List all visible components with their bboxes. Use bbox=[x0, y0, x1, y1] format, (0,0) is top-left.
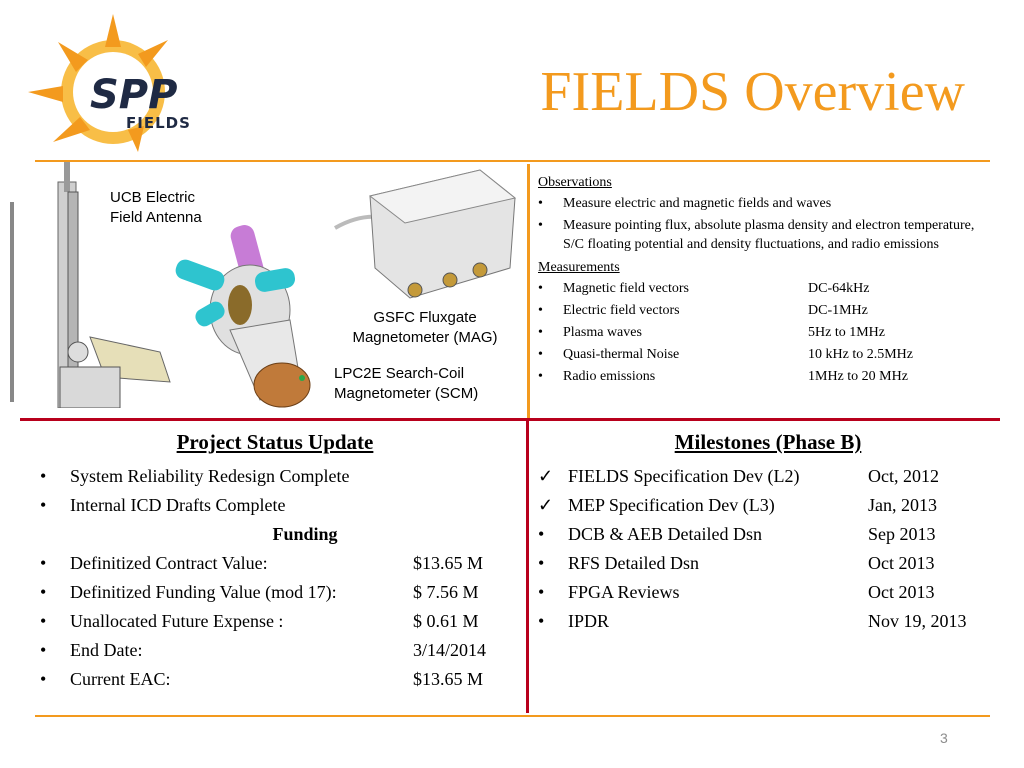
milestone-date: Jan, 2013 bbox=[868, 495, 937, 515]
funding-row: • End Date: 3/14/2014 bbox=[40, 636, 510, 665]
observations-panel bbox=[538, 173, 988, 390]
red-horizontal-divider bbox=[20, 418, 1000, 421]
top-vertical-divider bbox=[527, 164, 530, 419]
measurement-name: • Electric field vectors bbox=[563, 303, 680, 318]
page-title: FIELDS Overview bbox=[540, 61, 965, 123]
milestones-section bbox=[538, 430, 998, 636]
measurements-list bbox=[538, 279, 988, 386]
funding-label: Unallocated Future Expense : bbox=[70, 611, 284, 631]
bullet-icon: • bbox=[538, 553, 545, 573]
check-icon: ✓ bbox=[538, 466, 554, 486]
milestone-label: MEP Specification Dev (L3) bbox=[568, 495, 775, 515]
caption-line: LPC2E Search-Coil bbox=[334, 365, 465, 382]
measurement-name: • Quasi-thermal Noise bbox=[563, 347, 680, 362]
project-status-section bbox=[40, 430, 510, 694]
milestone-label: RFS Detailed Dsn bbox=[568, 553, 700, 573]
funding-row: • Definitized Funding Value (mod 17): $ 7.56 M bbox=[40, 578, 510, 607]
list-item bbox=[538, 367, 988, 386]
milestone-row bbox=[538, 491, 998, 520]
list-item: • System Reliability Redesign Complete bbox=[40, 462, 510, 491]
funding-value: $13.65 M bbox=[413, 553, 484, 573]
bullet-icon: • bbox=[538, 524, 545, 544]
funding-row: • Unallocated Future Expense : $ 0.61 M bbox=[40, 607, 510, 636]
measurements-heading: Measurements bbox=[538, 260, 620, 275]
bottom-divider bbox=[35, 715, 990, 717]
milestone-row bbox=[538, 578, 998, 607]
milestone-label: FPGA Reviews bbox=[568, 582, 680, 602]
funding-row: • Definitized Contract Value: $13.65 M bbox=[40, 549, 510, 578]
funding-value: $13.65 M bbox=[413, 669, 484, 689]
funding-value: 3/14/2014 bbox=[413, 640, 487, 660]
caption-line: Magnetometer (MAG) bbox=[352, 329, 498, 346]
scm-caption bbox=[334, 364, 478, 404]
search-coil-magnetometer-image bbox=[170, 220, 330, 410]
list-item bbox=[538, 301, 988, 320]
list-item: • Measure pointing flux, absolute plasma density and electron temperature, S/C floating potential and density fluctuations, and radio emissions bbox=[538, 216, 988, 254]
check-icon: ✓ bbox=[538, 495, 554, 515]
caption-line: Magnetometer (SCM) bbox=[334, 385, 479, 402]
milestone-date: Oct 2013 bbox=[868, 553, 935, 573]
measurement-name: • Magnetic field vectors bbox=[563, 281, 689, 296]
list-item bbox=[538, 345, 988, 364]
milestone-label: IPDR bbox=[568, 611, 610, 631]
page-number: 3 bbox=[940, 730, 948, 746]
measurement-range: DC-1MHz bbox=[808, 303, 868, 318]
status-heading: Project Status Update bbox=[176, 430, 374, 454]
funding-row: • Current EAC: $13.65 M bbox=[40, 665, 510, 694]
list-item: • Measure electric and magnetic fields and waves bbox=[538, 194, 988, 213]
milestone-row bbox=[538, 607, 998, 636]
caption-line: Field Antenna bbox=[110, 209, 202, 226]
milestones-heading: Milestones (Phase B) bbox=[674, 430, 862, 454]
funding-label: Definitized Funding Value (mod 17): bbox=[70, 582, 337, 602]
observations-list bbox=[538, 194, 988, 254]
list-item: • Internal ICD Drafts Complete bbox=[40, 491, 510, 520]
observations-heading: Observations bbox=[538, 175, 612, 190]
logo-text-spp: SPP bbox=[90, 72, 178, 118]
funding-label: Definitized Contract Value: bbox=[70, 553, 268, 573]
fluxgate-magnetometer-image bbox=[330, 168, 520, 308]
measurement-name: • Plasma waves bbox=[563, 325, 642, 340]
caption-line: GSFC Fluxgate bbox=[373, 309, 477, 326]
milestone-date: Oct, 2012 bbox=[868, 466, 939, 486]
milestone-label: DCB & AEB Detailed Dsn bbox=[568, 524, 762, 544]
milestone-date: Sep 2013 bbox=[868, 524, 936, 544]
milestone-date: Oct 2013 bbox=[868, 582, 935, 602]
funding-value: $ 0.61 M bbox=[413, 611, 479, 631]
milestone-date: Nov 19, 2013 bbox=[868, 611, 967, 631]
funding-heading: Funding bbox=[272, 524, 338, 544]
measurement-name: • Radio emissions bbox=[563, 369, 656, 384]
measurement-range: DC-64kHz bbox=[808, 281, 870, 296]
mag-caption bbox=[340, 308, 510, 348]
milestone-row bbox=[538, 520, 998, 549]
funding-value: $ 7.56 M bbox=[413, 582, 479, 602]
measurement-range: 10 kHz to 2.5MHz bbox=[808, 347, 913, 362]
ucb-antenna-caption bbox=[110, 188, 202, 228]
list-item bbox=[538, 279, 988, 298]
bullet-icon: • bbox=[538, 611, 545, 631]
bullet-icon: • bbox=[538, 582, 545, 602]
milestone-row bbox=[538, 549, 998, 578]
measurement-range: 1MHz to 20 MHz bbox=[808, 369, 908, 384]
measurement-range: 5Hz to 1MHz bbox=[808, 325, 885, 340]
status-item-text: System Reliability Redesign Complete bbox=[70, 466, 350, 486]
funding-label: End Date: bbox=[70, 640, 143, 660]
list-item bbox=[538, 323, 988, 342]
milestone-row bbox=[538, 462, 998, 491]
status-item-text: Internal ICD Drafts Complete bbox=[70, 495, 286, 515]
caption-line: UCB Electric bbox=[110, 189, 196, 206]
spp-fields-logo bbox=[18, 12, 228, 157]
funding-label: Current EAC: bbox=[70, 669, 171, 689]
milestone-label: FIELDS Specification Dev (L2) bbox=[568, 466, 800, 486]
red-vertical-divider bbox=[526, 418, 529, 713]
logo-text-fields: FIELDS bbox=[126, 114, 191, 132]
